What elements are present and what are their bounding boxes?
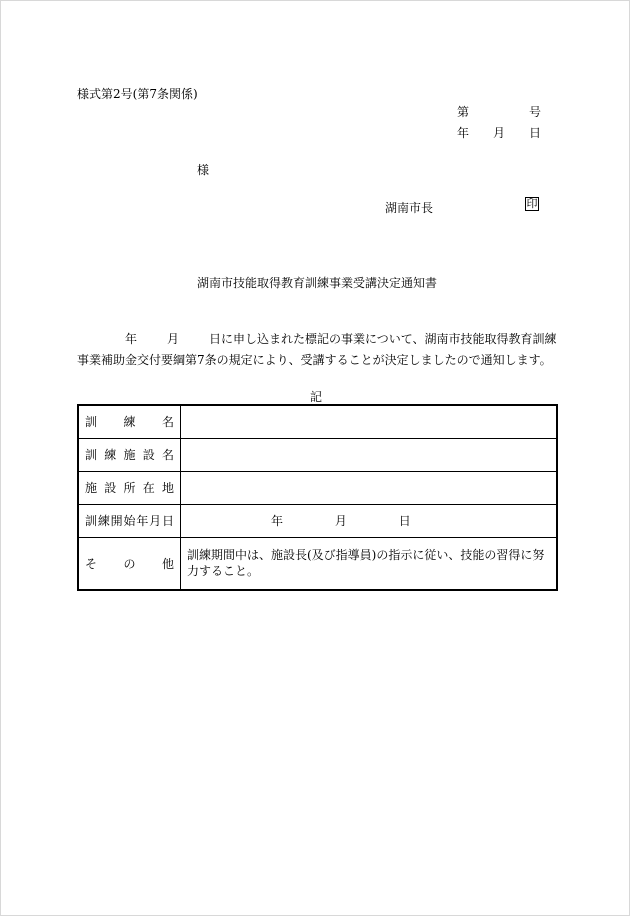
other-text: 訓練期間中は、施設長(及び指導員)の指示に従い、技能の習得に努力すること。 (187, 548, 545, 579)
table-row (78, 471, 557, 504)
document-title: 湖南市技能取得教育訓練事業受講決定通知書 (197, 276, 438, 290)
addressee-honorific: 様 (197, 163, 210, 177)
row-value (181, 405, 558, 438)
date-year: 年 (457, 126, 470, 140)
row-label: そ の 他 (78, 537, 181, 590)
row-label: 施設所在地 (78, 471, 181, 504)
body-month: 月 (167, 332, 180, 346)
body-paragraph (77, 329, 557, 371)
body-text: 日に申し込まれた標記の事業について、湖南市技能取得教育訓練事業補助金交付要綱第7条の規定により、受講することが決定しましたので通知します。 (77, 332, 557, 367)
form-number-label: 様式第2号(第7条関係) (77, 87, 198, 101)
table-row (78, 438, 557, 471)
row-label: 訓練開始年月日 (78, 504, 181, 537)
seal-stamp: 印 (526, 197, 538, 210)
issuer-name: 湖南市長 (385, 201, 434, 215)
table-row (78, 504, 557, 537)
details-table (77, 404, 558, 591)
row-value-date (181, 504, 558, 537)
table-row (78, 537, 557, 590)
table-row (78, 405, 557, 438)
ki-heading: 記 (310, 390, 323, 404)
row-value (181, 471, 558, 504)
body-year: 年 (125, 332, 138, 346)
date-day: 日 (529, 126, 542, 140)
date-month: 月 (493, 126, 506, 140)
row-value (181, 438, 558, 471)
start-day: 日 (398, 514, 411, 528)
start-month: 月 (334, 514, 347, 528)
row-label: 訓 練 名 (78, 405, 181, 438)
row-value (181, 537, 558, 590)
document-number (457, 103, 542, 120)
number-suffix: 号 (529, 105, 542, 119)
start-year: 年 (271, 514, 284, 528)
number-prefix: 第 (457, 105, 470, 119)
row-label: 訓練施設名 (78, 438, 181, 471)
